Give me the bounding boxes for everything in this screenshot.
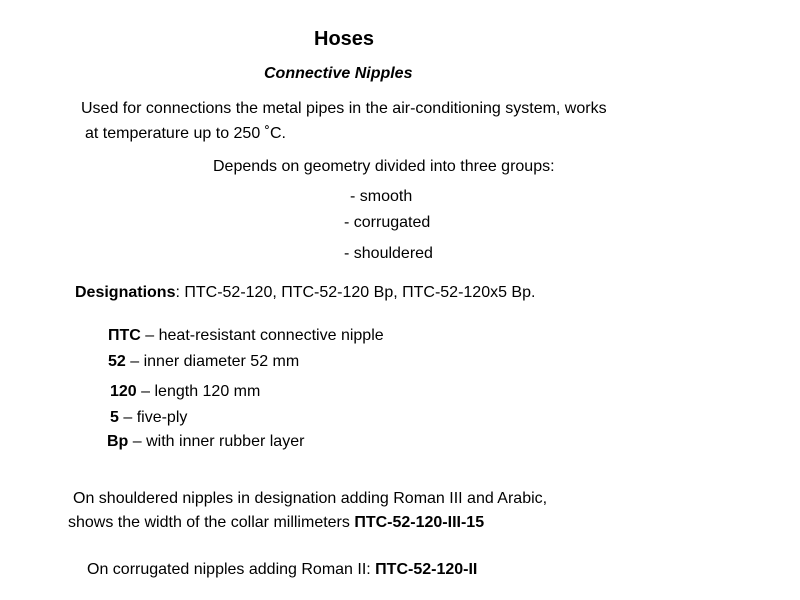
legend-key: 5 <box>110 409 119 426</box>
shouldered-note-line-1: On shouldered nipples in designation adding Roman III and Arabic, <box>73 490 548 507</box>
legend-text: – length 120 mm <box>136 383 261 400</box>
designations-line <box>75 283 535 303</box>
legend-item-52 <box>108 352 299 372</box>
corrugated-code: ПТС-52-120-II <box>375 561 478 578</box>
legend-text: – inner diameter 52 mm <box>125 353 300 370</box>
groups-heading: Depends on geometry divided into three groups: <box>213 158 555 175</box>
legend-key: 52 <box>108 353 126 370</box>
legend-text: – with inner rubber layer <box>128 433 305 450</box>
designations-label: Designations <box>75 284 176 301</box>
legend-item-pts <box>108 326 384 346</box>
corrugated-note <box>87 560 477 580</box>
shouldered-code: ПТС-52-120-III-15 <box>354 514 485 531</box>
group-item-smooth: - smooth <box>350 188 413 205</box>
legend-item-120 <box>110 382 260 402</box>
shouldered-note-line-2 <box>68 513 484 533</box>
legend-item-5 <box>110 408 187 428</box>
shouldered-note-text: shows the width of the collar millimeters <box>68 514 355 531</box>
group-item-shouldered: - shouldered <box>344 245 433 262</box>
legend-key: Вр <box>107 433 129 450</box>
page-subtitle: Connective Nipples <box>264 65 413 82</box>
legend-key: 120 <box>110 383 137 400</box>
legend-key: ПТС <box>108 327 141 344</box>
legend-item-vr <box>107 432 304 452</box>
designations-text: : ПТС-52-120, ПТС-52-120 Вр, ПТС-52-120х5 Вр. <box>175 284 536 301</box>
page-title: Hoses <box>314 28 375 50</box>
corrugated-note-text: On corrugated nipples adding Roman II: <box>87 561 376 578</box>
intro-line-1: Used for connections the metal pipes in the air-conditioning system, works <box>81 100 607 117</box>
group-item-corrugated: - corrugated <box>344 214 431 231</box>
legend-text: – five-ply <box>118 409 188 426</box>
intro-line-2: at temperature up to 250 ˚C. <box>85 125 286 142</box>
legend-text: – heat-resistant connective nipple <box>140 327 384 344</box>
